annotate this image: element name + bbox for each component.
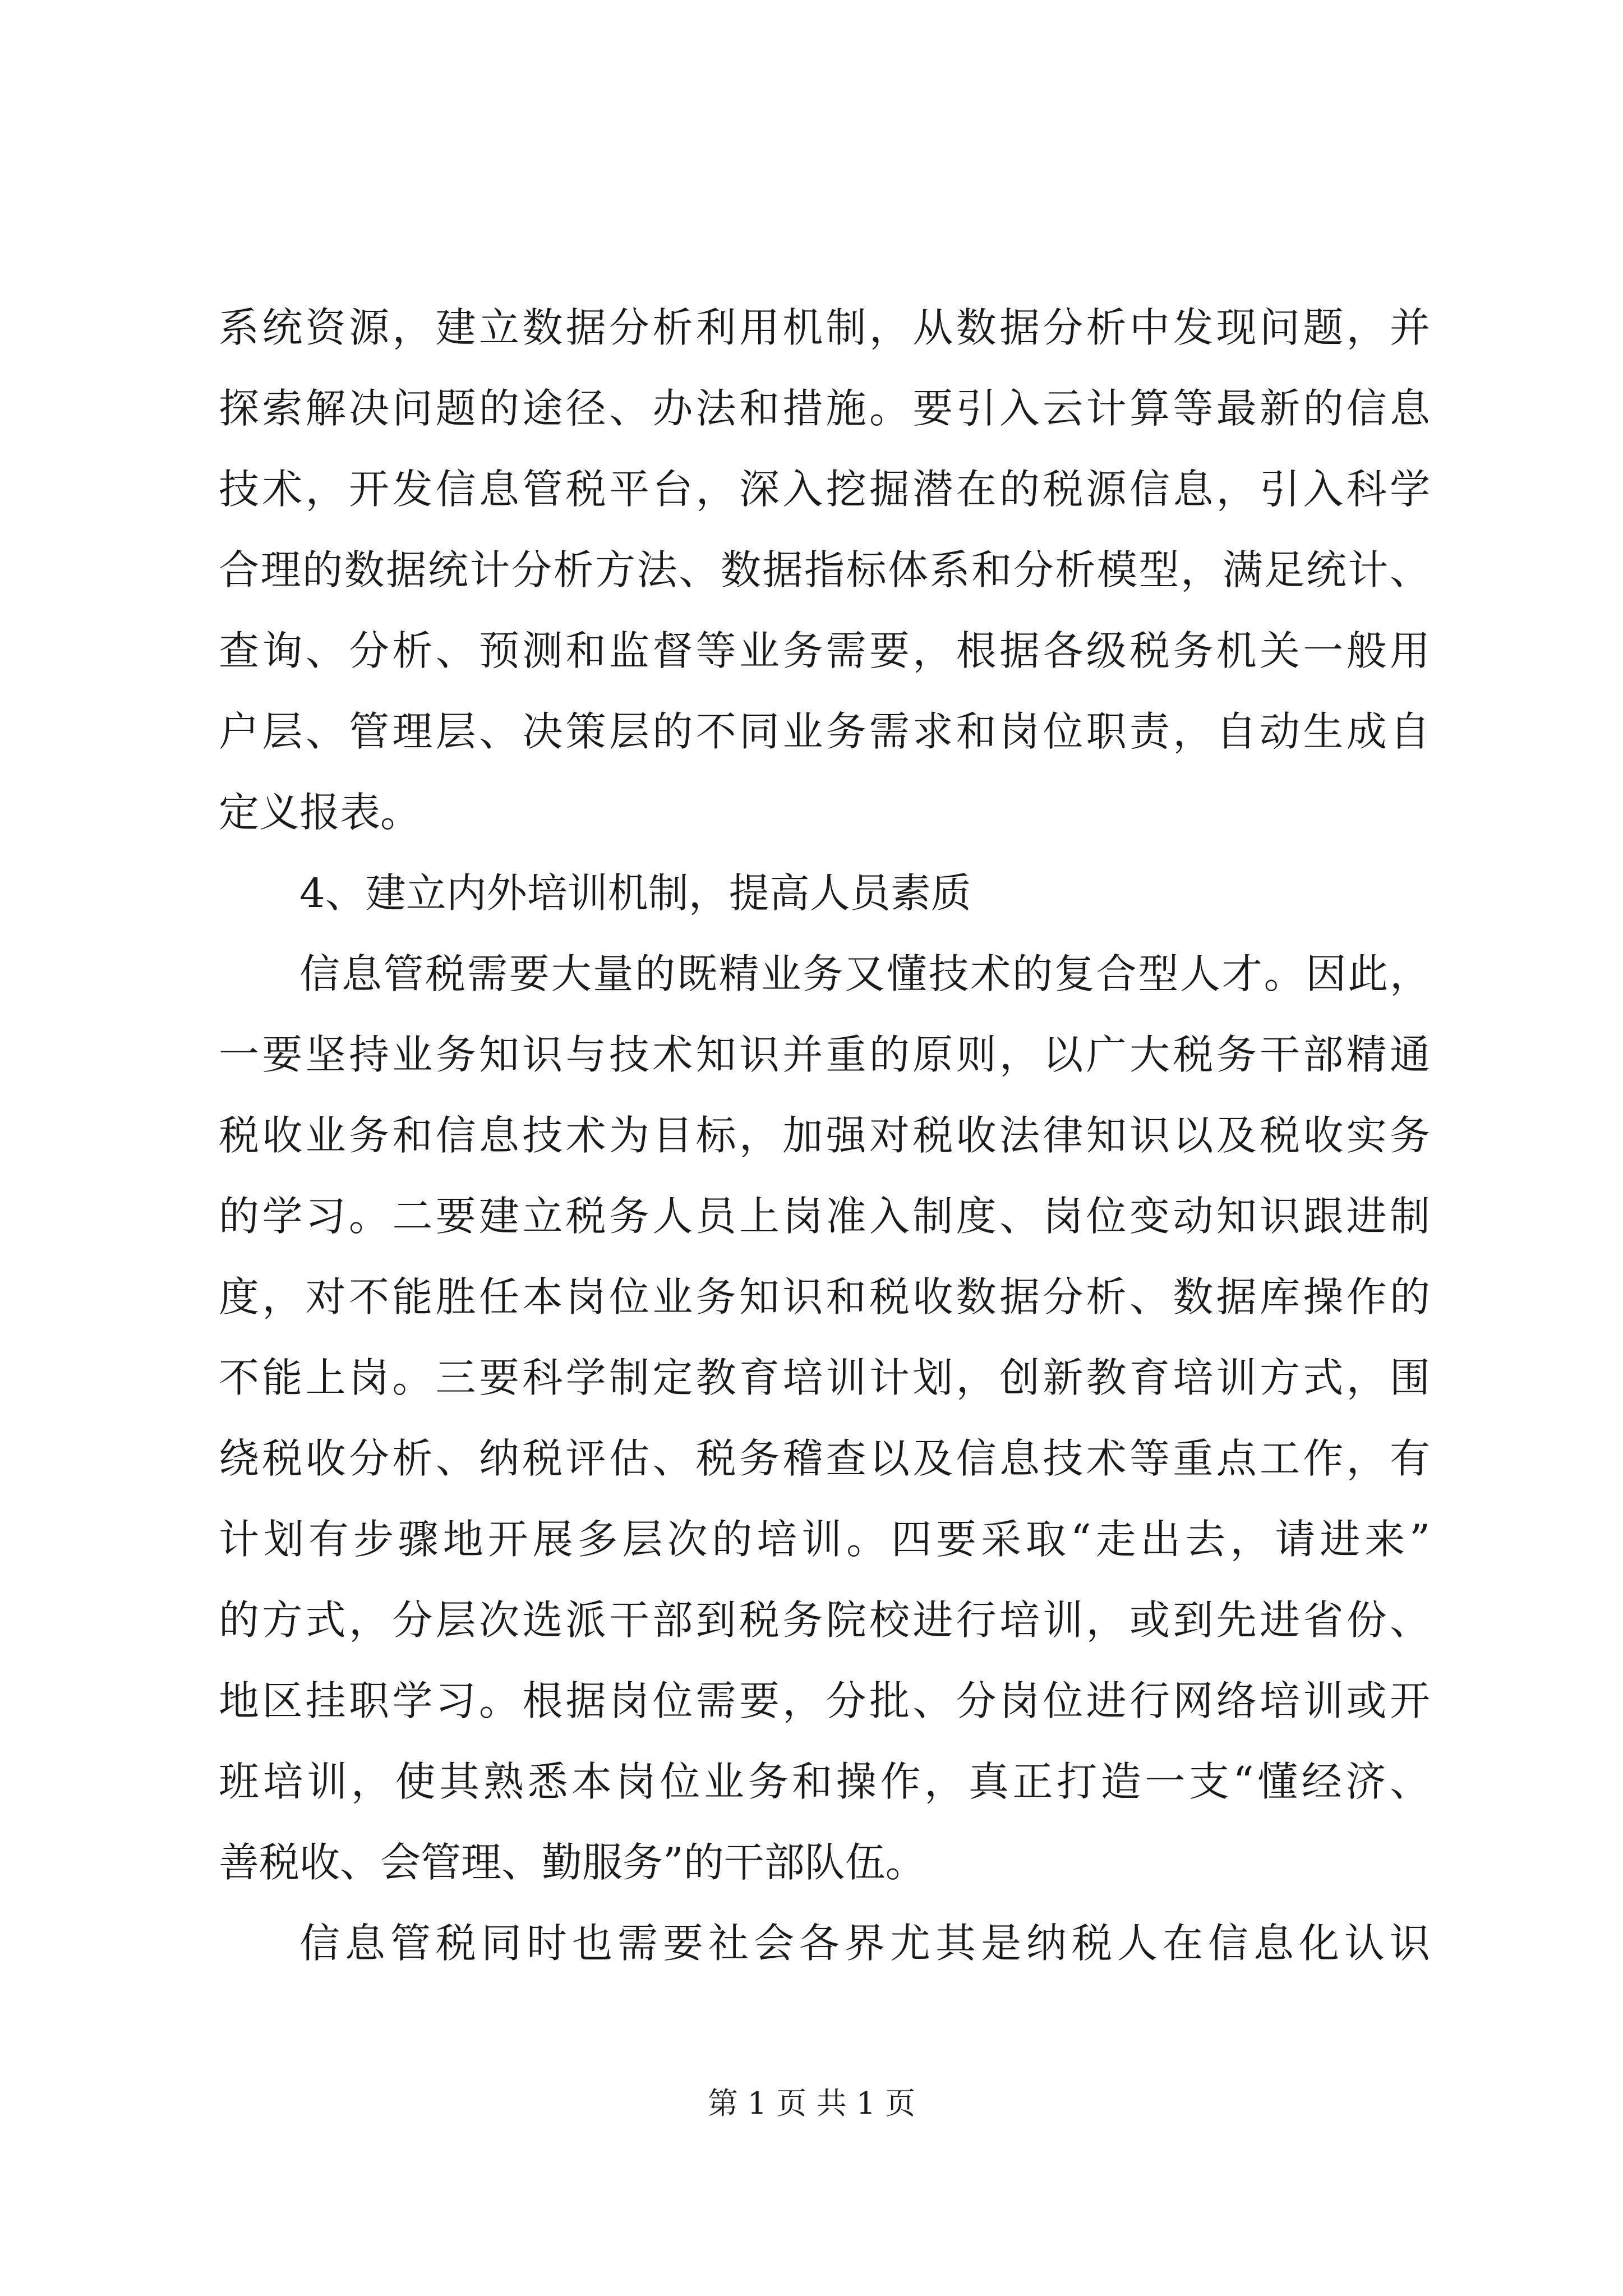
page-footer: 第 1 页 共 1 页	[707, 2086, 916, 2121]
paragraph-line: 不能上岗。三要科学制定教育培训计划，创新教育培训方式，围	[219, 1354, 1430, 1401]
body-text	[219, 287, 1430, 1984]
paragraph-line: 班培训，使其熟悉本岗位业务和操作，真正打造一支“懂经济、	[219, 1758, 1430, 1805]
paragraph-line: 计划有步骤地开展多层次的培训。四要采取“走出去，请进来”	[219, 1516, 1430, 1563]
paragraph-line: 探索解决问题的途径、办法和措施。要引入云计算等最新的信息	[219, 385, 1430, 432]
paragraph-line: 的方式，分层次选派干部到税务院校进行培训，或到先进省份、	[219, 1596, 1430, 1644]
paragraph-line: 税收业务和信息技术为目标，加强对税收法律知识以及税收实务	[219, 1112, 1430, 1159]
paragraph-line: 绕税收分析、纳税评估、税务稽查以及信息技术等重点工作，有	[219, 1435, 1430, 1482]
paragraph-line: 系统资源，建立数据分析利用机制，从数据分析中发现问题，并	[219, 304, 1430, 351]
paragraph-line: 合理的数据统计分析方法、数据指标体系和分析模型，满足统计、	[219, 546, 1430, 593]
paragraph-line: 信息管税需要大量的既精业务又懂技术的复合型人才。因此，	[299, 950, 1430, 997]
paragraph-line: 一要坚持业务知识与技术知识并重的原则，以广大税务干部精通	[219, 1031, 1430, 1078]
paragraph-line: 定义报表。	[219, 789, 421, 836]
paragraph-line: 的学习。二要建立税务人员上岗准入制度、岗位变动知识跟进制	[219, 1193, 1430, 1240]
paragraph-line: 信息管税同时也需要社会各界尤其是纳税人在信息化认识	[299, 1920, 1430, 1967]
paragraph-line: 查询、分析、预测和监督等业务需要，根据各级税务机关一般用	[219, 627, 1430, 674]
paragraph-line: 地区挂职学习。根据岗位需要，分批、分岗位进行网络培训或开	[219, 1677, 1430, 1724]
paragraph-line: 度，对不能胜任本岗位业务知识和税收数据分析、数据库操作的	[219, 1273, 1430, 1320]
paragraph-line: 户层、管理层、决策层的不同业务需求和岗位职责，自动生成自	[219, 708, 1430, 755]
section-heading: 4、建立内外培训机制，提高人员素质	[299, 869, 971, 917]
paragraph-line: 技术，开发信息管税平台，深入挖掘潜在的税源信息，引入科学	[219, 466, 1430, 513]
paragraph-line: 善税收、会管理、勤服务”的干部队伍。	[219, 1839, 926, 1886]
